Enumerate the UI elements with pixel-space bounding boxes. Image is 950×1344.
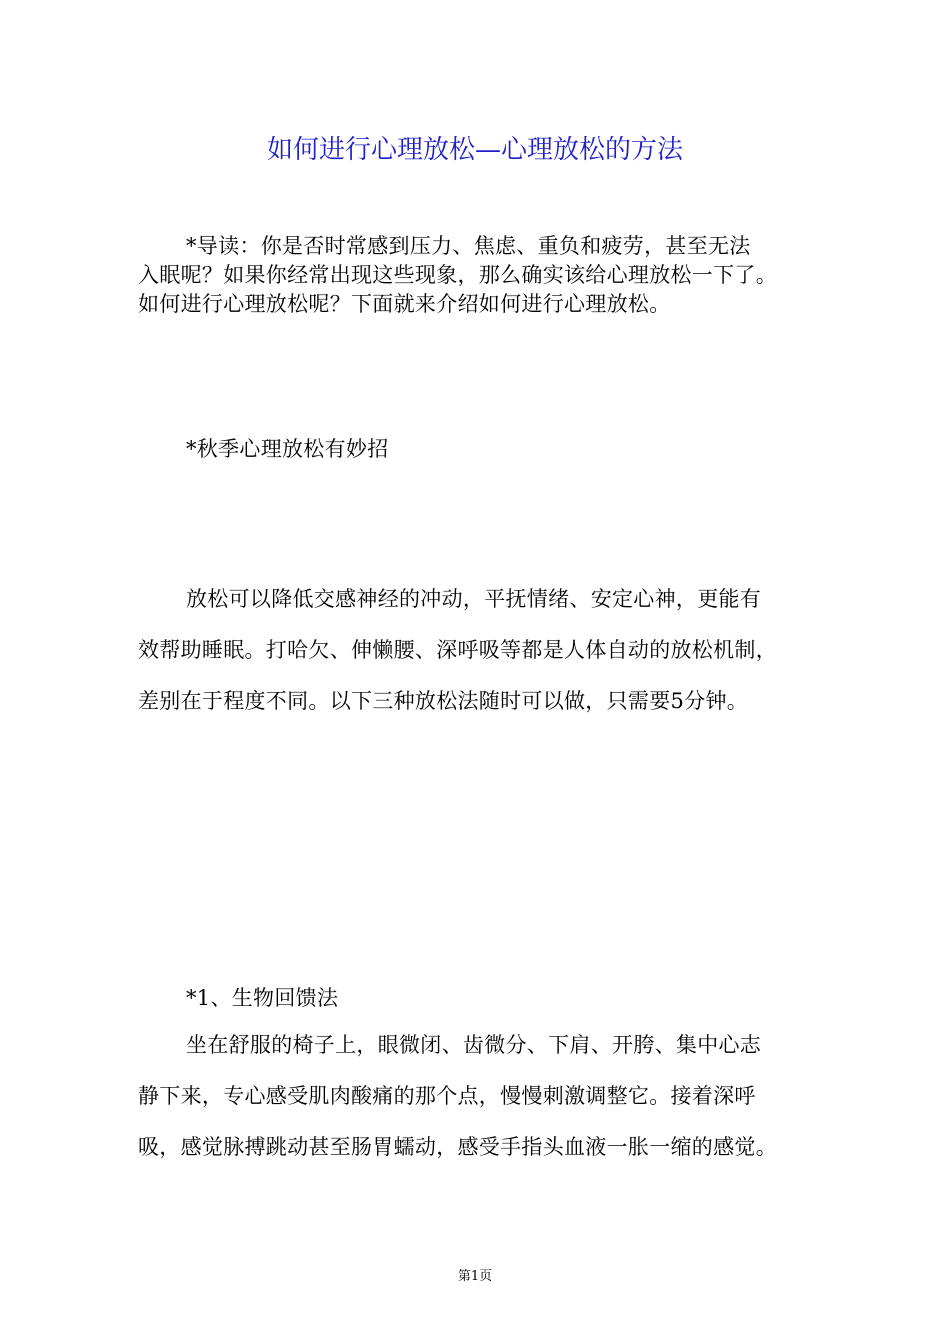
body-line: 坐在舒服的椅子上，眼微闭、齿微分、下肩、开胯、集中心志	[186, 1033, 762, 1057]
intro-line: *导读：你是否时常感到压力、焦虑、重负和疲劳，甚至无法	[186, 234, 751, 258]
page-number-footer: 第1页	[457, 1269, 493, 1284]
document-title: 如何进行心理放松—心理放松的方法	[266, 135, 683, 165]
intro-line: 如何进行心理放松呢？下面就来介绍如何进行心理放松。	[138, 292, 671, 316]
body-line: 静下来，专心感受肌肉酸痛的那个点，慢慢刺激调整它。接着深呼	[138, 1084, 756, 1108]
intro-paragraph	[138, 232, 828, 319]
body-line: 吸，感觉脉搏跳动甚至肠胃蠕动，感受手指头血液一胀一缩的感觉。	[138, 1135, 777, 1159]
body-paragraph-biofeedback	[138, 1020, 828, 1173]
body-line: 效帮助睡眠。打哈欠、伸懒腰、深呼吸等都是人体自动的放松机制，	[138, 638, 777, 662]
body-line: 放松可以降低交感神经的冲动，平抚情绪、安定心神，更能有	[186, 587, 762, 611]
method-heading: *1、生物回馈法	[186, 986, 339, 1010]
body-line: 差别在于程度不同。以下三种放松法随时可以做，只需要5分钟。	[138, 689, 749, 713]
section-heading: *秋季心理放松有妙招	[186, 437, 389, 461]
body-paragraph-relaxation	[138, 574, 828, 727]
intro-line: 入眠呢？如果你经常出现这些现象，那么确实该给心理放松一下了。	[138, 263, 777, 287]
